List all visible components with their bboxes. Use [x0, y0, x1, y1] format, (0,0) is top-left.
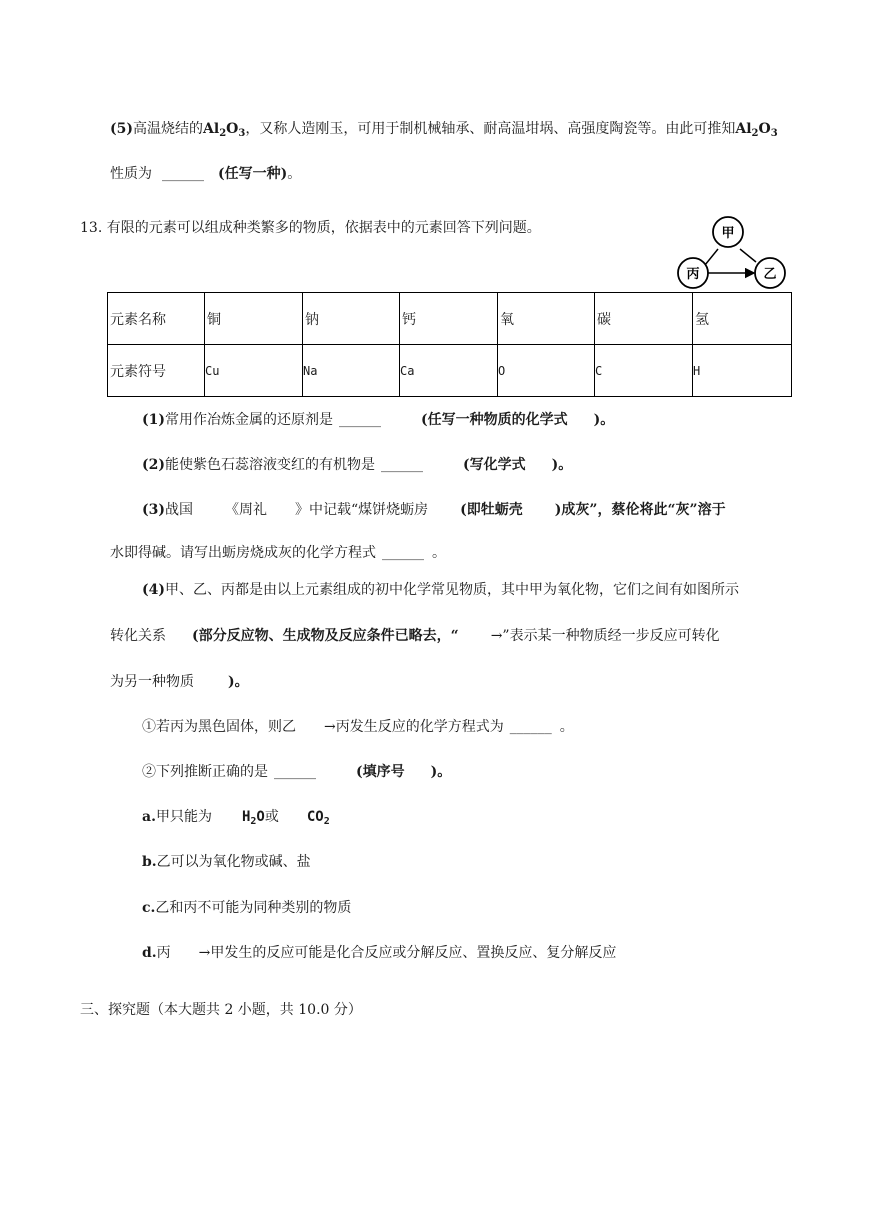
arrow-top-to-right — [740, 249, 756, 262]
table-cell: 碳 — [595, 293, 693, 345]
table-cell: 氢 — [693, 293, 792, 345]
table-cell: 钙 — [400, 293, 498, 345]
table-row-symbols — [108, 345, 792, 397]
element-table — [107, 292, 792, 397]
formula-co2: $CO_2$ — [306, 809, 330, 827]
option-b: b.乙可以为氧化物或碱、盐 — [142, 854, 311, 870]
answer-blank[interactable]: ______ — [382, 545, 424, 561]
table-cell: H — [693, 345, 792, 397]
table-cell: Na — [303, 345, 400, 397]
q12-5-text: 高温烧结的 — [133, 121, 203, 137]
formula-al2o3: $Al_2O_3$ — [203, 121, 246, 139]
answer-blank[interactable]: ______ — [274, 764, 316, 780]
q12-5-text-2: ，又称人造刚玉，可用于制机械轴承、耐高温坩埚、高强度陶瓷等。由此可推知 — [245, 121, 736, 137]
q12-5-line2: 性质为 ______ (任写一种)。 — [110, 166, 302, 182]
q13-sub2: ②下列推断正确的是 ______ (填序号 )。 — [142, 764, 452, 780]
table-row-names — [108, 293, 792, 345]
q12-5-note: (任写一种) — [218, 166, 288, 182]
q13-part4-line2: 转化关系 (部分反应物、生成物及反应条件已略去，“ →”表示某一种物质经一步反应可转化 — [110, 628, 720, 644]
option-c: c.乙和丙不可能为同种类别的物质 — [142, 900, 352, 916]
q13-part3-line2: 水即得碱。请写出蛎房烧成灰的化学方程式 ______ 。 — [110, 545, 446, 561]
formula-al2o3-2: $Al_2O_3$ — [735, 121, 778, 139]
q12-5-line1 — [110, 119, 778, 139]
node-bing-label: 丙 — [686, 267, 700, 282]
q13-part4-line1: (4)甲、乙、丙都是由以上元素组成的初中化学常见物质，其中甲为氧化物，它们之间有如图所示 — [142, 582, 739, 598]
q13-part3-line1: (3)战国 《周礼 》中记载“煤饼烧蛎房 (即牡蛎壳 )成灰”，蔡伦将此“灰”溶于 — [142, 502, 726, 518]
table-cell: 钠 — [303, 293, 400, 345]
answer-blank[interactable]: ______ — [509, 719, 552, 735]
table-cell: C — [595, 345, 693, 397]
table-cell: O — [498, 345, 595, 397]
table-cell: Ca — [400, 345, 498, 397]
arrow-top-to-left — [705, 249, 718, 265]
q12-5-text-3: 性质为 — [110, 166, 152, 182]
option-a: a.甲只能为 $H_2O$或 $CO_2$ — [142, 809, 330, 827]
conversion-diagram — [672, 212, 792, 292]
table-cell: Cu — [205, 345, 303, 397]
node-jia-label: 甲 — [721, 226, 735, 241]
table-cell: 元素符号 — [108, 345, 205, 397]
answer-blank[interactable]: ______ — [339, 412, 381, 428]
q13-sub1: ①若丙为黑色固体，则乙 →丙发生反应的化学方程式为 ______ 。 — [142, 719, 574, 735]
table-cell: 元素名称 — [108, 293, 205, 345]
section-3-title: 三、探究题（本大题共 2 小题，共 10.0 分） — [80, 1002, 362, 1018]
q12-5-number: (5) — [110, 121, 133, 137]
answer-blank[interactable]: ______ — [381, 457, 423, 473]
table-cell: 铜 — [205, 293, 303, 345]
answer-blank[interactable]: ______ — [162, 166, 204, 182]
q13-part1: (1)常用作冶炼金属的还原剂是 ______ (任写一种物质的化学式 )。 — [142, 412, 615, 428]
q13-part2: (2)能使紫色石蕊溶液变红的有机物是 ______ (写化学式 )。 — [142, 457, 573, 473]
q13-part4-line3: 为另一种物质 )。 — [110, 674, 249, 690]
option-d: d.丙 →甲发生的反应可能是化合反应或分解反应、置换反应、复分解反应 — [142, 945, 617, 961]
table-cell: 氧 — [498, 293, 595, 345]
q13-stem: 13. 有限的元素可以组成种类繁多的物质，依据表中的元素回答下列问题。 — [80, 220, 541, 236]
node-yi-label: 乙 — [763, 267, 777, 282]
formula-h2o: $H_2O$ — [241, 809, 265, 827]
